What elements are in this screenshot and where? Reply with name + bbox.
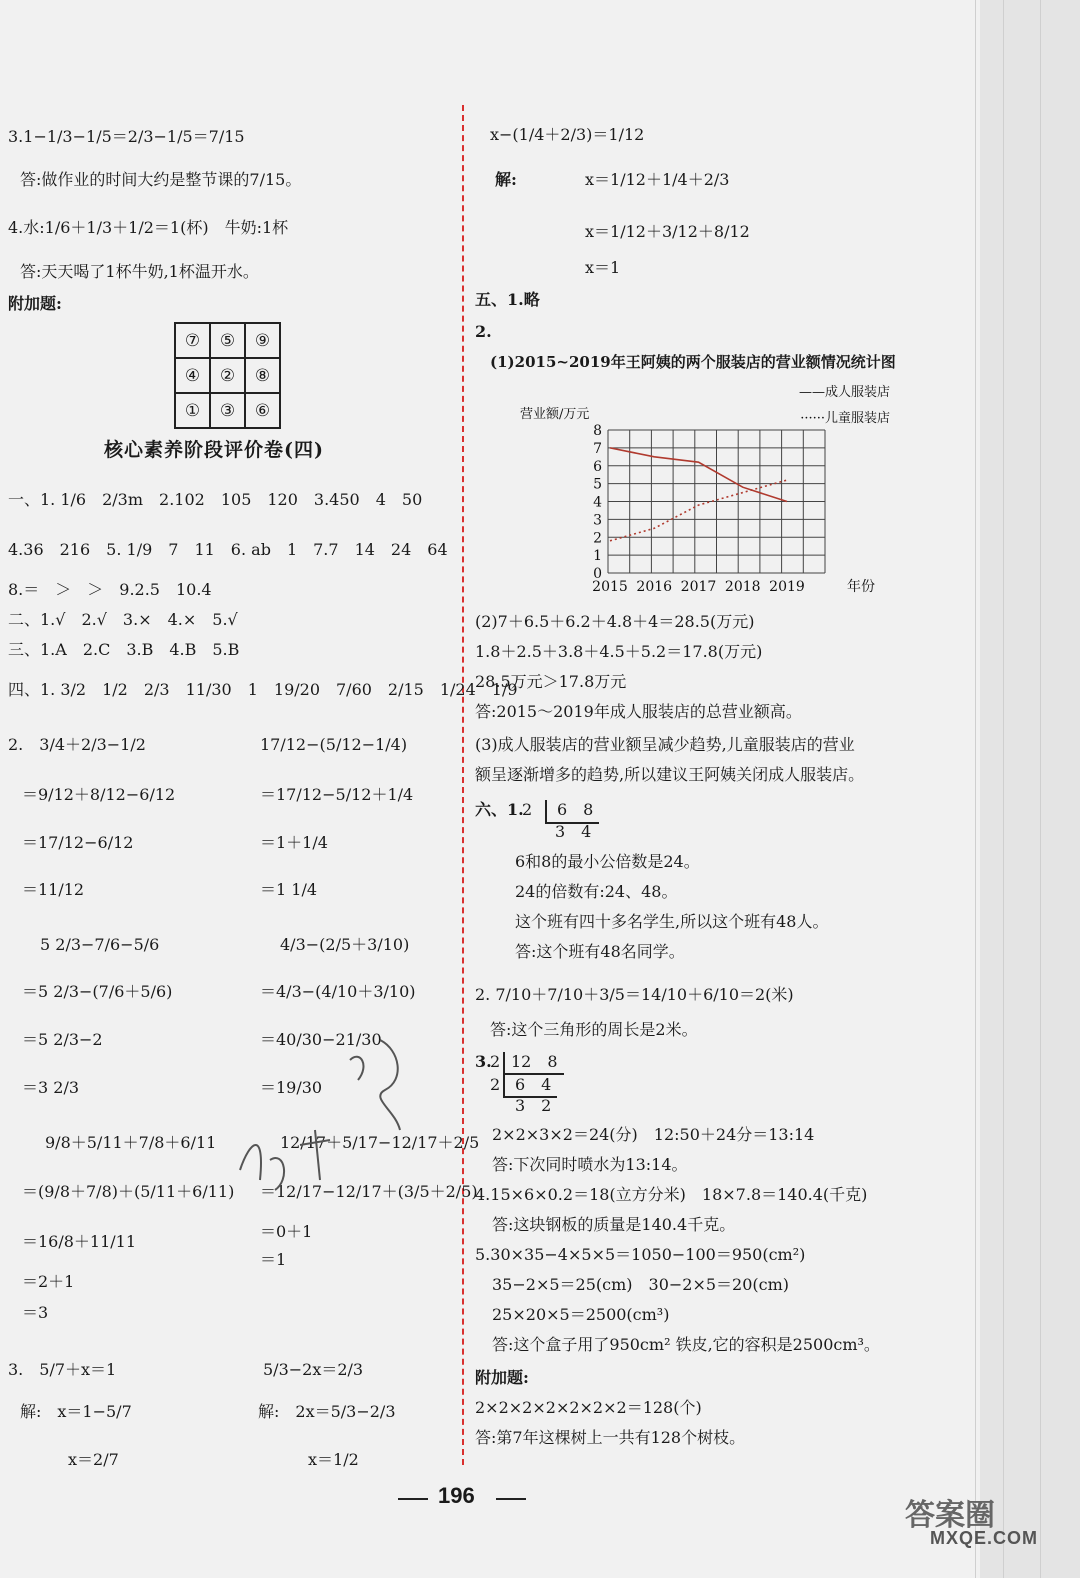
division-dividend: 6 8 <box>545 800 599 824</box>
calc-line: ＝12/17−12/17＋(3/5＋2/5) <box>260 1182 478 1201</box>
division-divisor: 2 <box>490 1075 501 1094</box>
edge-line <box>1003 0 1004 1578</box>
y-tick-label: 1 <box>593 548 602 565</box>
division-result: 3 2 <box>515 1096 552 1115</box>
footer-dash <box>398 1498 428 1500</box>
answer-line: 25×20×5＝2500(cm³) <box>492 1305 670 1324</box>
chart-labels <box>520 384 890 595</box>
equation-line: x＝1/12＋3/12＋8/12 <box>585 222 750 241</box>
answer-line: 六、1. <box>475 800 524 819</box>
answer-line: 35−2×5＝25(cm) 30−2×5＝20(cm) <box>492 1275 790 1294</box>
series-line <box>610 480 787 541</box>
calc-line: 5 2/3−7/6−5/6 <box>40 935 160 954</box>
answer-line: 二、1.√ 2.√ 3.× 4.× 5.√ <box>8 610 238 629</box>
answer-line: 答:第7年这棵树上一共有128个树枝。 <box>475 1428 746 1447</box>
answer-line: 答:这块钢板的质量是140.4千克。 <box>492 1215 736 1234</box>
calc-line: ＝40/30−21/30 <box>260 1030 382 1049</box>
answer-line: 三、1.A 2.C 3.B 4.B 5.B <box>8 640 240 659</box>
answer-line: 3. <box>475 1052 492 1071</box>
watermark-logo: 答案圈 <box>905 1499 995 1532</box>
grid-cell: ④ <box>175 358 210 393</box>
answer-line: 四、1. 3/2 1/2 2/3 11/30 1 19/20 7/60 2/15 1/24 1/9 <box>8 680 518 699</box>
number-grid <box>174 322 281 429</box>
calc-line: 2. 3/4＋2/3−1/2 <box>8 735 146 754</box>
grid-cell: ① <box>175 393 210 428</box>
y-tick-label: 4 <box>593 494 602 511</box>
answer-line: 答:天天喝了1杯牛奶,1杯温开水。 <box>20 262 259 281</box>
answer-line: 答:做作业的时间大约是整节课的7/15。 <box>20 170 302 189</box>
revenue-line-chart <box>490 370 910 600</box>
y-tick-label: 7 <box>593 440 602 457</box>
calc-line: ＝19/30 <box>260 1078 323 1097</box>
calc-line: 9/8＋5/11＋7/8＋6/11 <box>45 1133 217 1152</box>
calc-line: ＝3 <box>22 1303 49 1322</box>
answer-line: 这个班有四十多名学生,所以这个班有48人。 <box>515 912 829 931</box>
bonus-heading: 附加题: <box>8 294 62 313</box>
y-tick-label: 0 <box>593 566 602 582</box>
calc-line: ＝9/12＋8/12−6/12 <box>22 785 176 804</box>
answer-line: 6和8的最小公倍数是24。 <box>515 852 700 871</box>
edge-line <box>1040 0 1041 1578</box>
page-edge <box>980 0 1080 1578</box>
answer-line: 一、1. 1/6 2/3m 2.102 105 120 3.450 4 50 <box>8 490 423 509</box>
answer-line: 答:这个班有48名同学。 <box>515 942 685 961</box>
grid-cell: ⑨ <box>245 323 280 358</box>
answer-line: 答:下次同时喷水为13:14。 <box>492 1155 688 1174</box>
division-dividend: 12 8 <box>503 1052 564 1075</box>
grid-cell: ② <box>210 358 245 393</box>
division-divisor: 2 <box>490 1052 501 1071</box>
answer-line: 1.8＋2.5＋3.8＋4.5＋5.2＝17.8(万元) <box>475 642 763 661</box>
answer-line: 2×2×2×2×2×2×2＝128(个) <box>475 1398 702 1417</box>
answer-line: 额呈逐渐增多的趋势,所以建议王阿姨关闭成人服装店。 <box>475 765 865 784</box>
calc-line: ＝0＋1 <box>260 1222 313 1241</box>
answer-line: 4.36 216 5. 1/9 7 11 6. ab 1 7.7 14 24 64 <box>8 540 448 559</box>
grid-cell: ⑥ <box>245 393 280 428</box>
grid-cell: ⑧ <box>245 358 280 393</box>
column-divider <box>462 105 464 1465</box>
calc-line: ＝16/8＋11/11 <box>22 1232 137 1251</box>
pencil-scribble <box>230 1020 430 1210</box>
equation-line: 解: x＝1−5/7 <box>20 1402 132 1421</box>
calc-line: ＝(9/8＋7/8)＋(5/11＋6/11) <box>22 1182 235 1201</box>
calc-line: ＝5 2/3−2 <box>22 1030 103 1049</box>
division-result: 3 4 <box>555 822 592 841</box>
division-dividend: 6 4 <box>503 1075 557 1098</box>
legend-entry: ······儿童服装店 <box>800 411 890 426</box>
answer-line: (3)成人服装店的营业额呈减少趋势,儿童服装店的营业 <box>475 735 855 754</box>
y-tick-label: 2 <box>593 530 602 547</box>
section-title: 核心素养阶段评价卷(四) <box>104 439 324 461</box>
x-tick-label: 2016 <box>636 579 673 595</box>
calc-line: ＝2＋1 <box>22 1272 75 1291</box>
calc-line: ＝17/12−6/12 <box>22 833 134 852</box>
answer-line: 五、1.略 <box>475 290 540 309</box>
footer-dash <box>496 1498 526 1500</box>
equation-line: x−(1/4＋2/3)＝1/12 <box>490 125 645 144</box>
answer-line: 8.＝ ＞ ＞ 9.2.5 10.4 <box>8 580 212 599</box>
grid-cell: ⑦ <box>175 323 210 358</box>
answer-line: 24的倍数有:24、48。 <box>515 882 678 901</box>
y-tick-label: 5 <box>593 476 602 493</box>
answer-line: 答:这个盒子用了950cm² 铁皮,它的容积是2500cm³。 <box>492 1335 880 1354</box>
calc-line: ＝5 2/3−(7/6＋5/6) <box>22 982 173 1001</box>
y-tick-label: 6 <box>593 458 602 475</box>
calc-line: ＝1 <box>260 1250 287 1269</box>
calc-line: ＝17/12−5/12＋1/4 <box>260 785 414 804</box>
legend-entry: ——成人服装店 <box>798 385 890 400</box>
x-tick-label: 2017 <box>680 579 717 595</box>
calc-line: 12/17＋5/17−12/17＋2/5 <box>280 1133 480 1152</box>
x-tick-label: 2018 <box>724 579 761 595</box>
chart-title: (1)2015~2019年王阿姨的两个服装店的营业额情况统计图 <box>490 353 896 371</box>
x-axis-label: 年份 <box>847 579 875 595</box>
answer-line: 2. <box>475 322 492 341</box>
answer-line: 5.30×35−4×5×5＝1050−100＝950(cm²) <box>475 1245 806 1264</box>
page-number: 196 <box>438 1483 475 1508</box>
y-tick-label: 8 <box>593 423 602 439</box>
answer-line: 4.15×6×0.2＝18(立方分米) 18×7.8＝140.4(千克) <box>475 1185 868 1204</box>
answer-line: 28.5万元＞17.8万元 <box>475 672 627 691</box>
chart-grid <box>608 430 825 573</box>
equation-line: x＝1/2 <box>308 1450 359 1469</box>
equation-line: x＝1/12＋1/4＋2/3 <box>585 170 730 189</box>
equation-line: x＝2/7 <box>68 1450 119 1469</box>
grid-cell: ③ <box>210 393 245 428</box>
chart-lines <box>610 448 787 541</box>
series-line <box>610 448 787 502</box>
calc-line: 17/12−(5/12−1/4) <box>260 735 408 754</box>
equation-line: 解: 2x＝5/3−2/3 <box>258 1402 396 1421</box>
calc-line: ＝1＋1/4 <box>260 833 328 852</box>
grid-cell: ⑤ <box>210 323 245 358</box>
bonus-heading: 附加题: <box>475 1368 529 1387</box>
edge-line <box>975 0 976 1578</box>
answer-line: 答:2015～2019年成人服装店的总营业额高。 <box>475 702 802 721</box>
division-divisor: 2 <box>522 800 533 819</box>
equation-line: x＝1 <box>585 258 621 277</box>
answer-line: 4.水:1/6＋1/3＋1/2＝1(杯) 牛奶:1杯 <box>8 218 289 237</box>
solve-label: 解: <box>495 170 517 189</box>
calc-line: ＝1 1/4 <box>260 880 318 899</box>
y-tick-label: 3 <box>593 512 602 529</box>
equation-line: 5/3−2x＝2/3 <box>263 1360 364 1379</box>
answer-line: (2)7＋6.5＋6.2＋4.8＋4＝28.5(万元) <box>475 612 755 631</box>
answer-line: 答:这个三角形的周长是2米。 <box>490 1020 698 1039</box>
x-tick-label: 2015 <box>592 579 628 595</box>
calc-line: 4/3−(2/5＋3/10) <box>280 935 410 954</box>
answer-line: 2. 7/10＋7/10＋3/5＝14/10＋6/10＝2(米) <box>475 985 794 1004</box>
watermark-text: MXQE.COM <box>930 1528 1039 1548</box>
answer-line: 3.1−1/3−1/5＝2/3−1/5＝7/15 <box>8 127 245 146</box>
equation-line: 3. 5/7＋x＝1 <box>8 1360 117 1379</box>
calc-line: ＝3 2/3 <box>22 1078 80 1097</box>
answer-line: 2×2×3×2＝24(分) 12:50＋24分＝13:14 <box>492 1125 815 1144</box>
calc-line: ＝4/3−(4/10＋3/10) <box>260 982 416 1001</box>
y-axis-label: 营业额/万元 <box>520 407 590 422</box>
x-tick-label: 2019 <box>769 579 805 595</box>
calc-line: ＝11/12 <box>22 880 85 899</box>
